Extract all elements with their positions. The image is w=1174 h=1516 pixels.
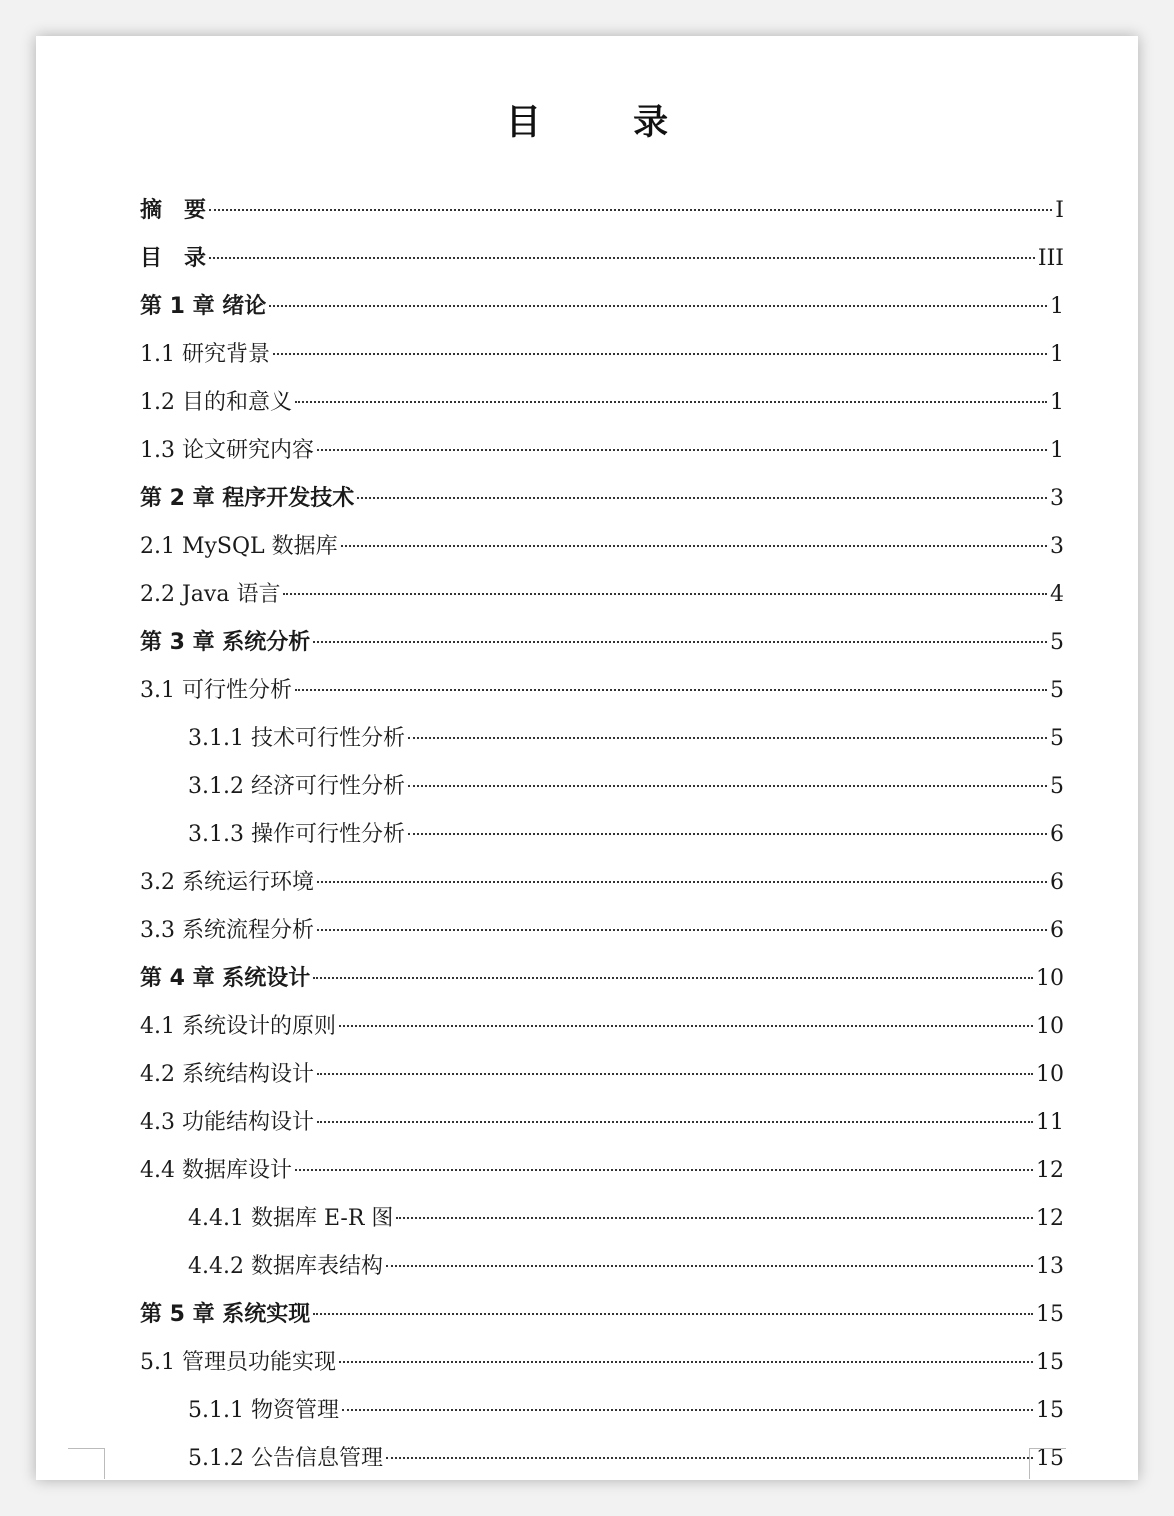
toc-label: 摘 要 [140,198,207,223]
dot-leader [295,400,1047,403]
dot-leader [396,1216,1033,1219]
toc-label: 3.1.2 经济可行性分析 [188,774,405,799]
toc-page-number: 10 [1036,966,1064,991]
toc-label: 4.3 功能结构设计 [140,1110,314,1135]
toc-label: 5.1 管理员功能实现 [140,1350,336,1375]
toc-label: 第 2 章 程序开发技术 [140,486,355,511]
toc-label: 2.2 Java 语言 [140,582,281,607]
dot-leader [408,832,1047,835]
toc-label: 3.1.3 操作可行性分析 [188,822,405,847]
toc-page-number: 5 [1050,726,1064,751]
toc-entry-4-1[interactable] [140,1003,1064,1051]
toc-entry-chapter-4[interactable] [140,955,1064,1003]
toc-label: 3.1 可行性分析 [140,678,292,703]
toc-entry-3-3[interactable] [140,907,1064,955]
toc-entry-1-2[interactable] [140,379,1064,427]
toc-entry-4-4-1[interactable] [140,1195,1064,1243]
page-title: 目 录 [505,103,709,143]
dot-leader [313,1312,1033,1315]
toc-entry-4-4-2[interactable] [140,1243,1064,1291]
toc-label: 5.1.1 物资管理 [188,1398,339,1423]
toc-entry-1-1[interactable] [140,331,1064,379]
document-page [36,36,1138,1480]
dot-leader [341,544,1047,547]
toc-page-number: 1 [1050,294,1064,319]
dot-leader [273,352,1047,355]
toc-page-number: 15 [1036,1446,1064,1471]
toc-entry-1-3[interactable] [140,427,1064,475]
dot-leader [313,640,1047,643]
toc-entry-contents[interactable] [140,235,1064,283]
dot-leader [209,256,1035,259]
toc-page-number: 12 [1036,1158,1064,1183]
toc-label: 1.2 目的和意义 [140,390,292,415]
dot-leader [386,1456,1033,1459]
margin-corner-mark [1029,1448,1066,1479]
toc-label: 1.3 论文研究内容 [140,438,314,463]
toc-page-number: 10 [1036,1062,1064,1087]
toc-page-number: 3 [1050,486,1064,511]
toc-page-number: 5 [1050,774,1064,799]
dot-leader [317,880,1047,883]
toc-page-number: 15 [1036,1350,1064,1375]
toc-entry-3-1-2[interactable] [140,763,1064,811]
dot-leader [283,592,1047,595]
table-of-contents [140,187,1064,1483]
toc-label: 4.4.1 数据库 E-R 图 [188,1206,394,1231]
toc-entry-3-2[interactable] [140,859,1064,907]
toc-page-number: 12 [1036,1206,1064,1231]
toc-entry-chapter-3[interactable] [140,619,1064,667]
toc-entry-4-2[interactable] [140,1051,1064,1099]
toc-label: 4.2 系统结构设计 [140,1062,314,1087]
toc-label: 4.4.2 数据库表结构 [188,1254,383,1279]
toc-label: 3.2 系统运行环境 [140,870,314,895]
toc-entry-chapter-1[interactable] [140,283,1064,331]
toc-entry-3-1[interactable] [140,667,1064,715]
toc-page-number: 1 [1050,438,1064,463]
toc-entry-5-1-1[interactable] [140,1387,1064,1435]
dot-leader [295,1168,1033,1171]
toc-page-number: 6 [1050,918,1064,943]
toc-label: 第 4 章 系统设计 [140,966,311,991]
toc-page-number: 15 [1036,1398,1064,1423]
toc-entry-chapter-2[interactable] [140,475,1064,523]
dot-leader [386,1264,1033,1267]
dot-leader [317,1072,1033,1075]
dot-leader [317,928,1047,931]
dot-leader [295,688,1047,691]
dot-leader [408,784,1047,787]
dot-leader [313,976,1033,979]
toc-label: 第 1 章 绪论 [140,294,267,319]
dot-leader [317,448,1047,451]
toc-page-number: 1 [1050,390,1064,415]
toc-entry-4-3[interactable] [140,1099,1064,1147]
dot-leader [357,496,1047,499]
dot-leader [269,304,1047,307]
toc-page-number: I [1055,198,1064,223]
margin-corner-mark [68,1448,105,1479]
toc-label: 3.1.1 技术可行性分析 [188,726,405,751]
toc-entry-3-1-1[interactable] [140,715,1064,763]
toc-label: 第 3 章 系统分析 [140,630,311,655]
toc-page-number: 1 [1050,342,1064,367]
dot-leader [339,1024,1033,1027]
toc-entry-4-4[interactable] [140,1147,1064,1195]
dot-leader [342,1408,1033,1411]
toc-page-number: 13 [1036,1254,1064,1279]
toc-entry-5-1-2[interactable] [140,1435,1064,1483]
dot-leader [209,208,1052,211]
toc-entry-2-1[interactable] [140,523,1064,571]
toc-entry-2-2[interactable] [140,571,1064,619]
toc-page-number: III [1037,246,1064,271]
toc-page-number: 15 [1036,1302,1064,1327]
toc-entry-5-1[interactable] [140,1339,1064,1387]
toc-page-number: 6 [1050,822,1064,847]
toc-page-number: 4 [1050,582,1064,607]
toc-label: 2.1 MySQL 数据库 [140,534,338,559]
toc-label: 第 5 章 系统实现 [140,1302,311,1327]
toc-label: 3.3 系统流程分析 [140,918,314,943]
toc-label: 4.1 系统设计的原则 [140,1014,336,1039]
toc-entry-3-1-3[interactable] [140,811,1064,859]
toc-page-number: 11 [1036,1110,1064,1135]
toc-label: 4.4 数据库设计 [140,1158,292,1183]
toc-label: 1.1 研究背景 [140,342,270,367]
toc-page-number: 10 [1036,1014,1064,1039]
toc-page-number: 5 [1050,678,1064,703]
toc-entry-chapter-5[interactable] [140,1291,1064,1339]
toc-entry-abstract[interactable] [140,187,1064,235]
dot-leader [317,1120,1033,1123]
dot-leader [339,1360,1033,1363]
toc-page-number: 3 [1050,534,1064,559]
toc-label: 目 录 [140,246,207,271]
toc-page-number: 6 [1050,870,1064,895]
toc-page-number: 5 [1050,630,1064,655]
dot-leader [408,736,1047,739]
toc-label: 5.1.2 公告信息管理 [188,1446,383,1471]
